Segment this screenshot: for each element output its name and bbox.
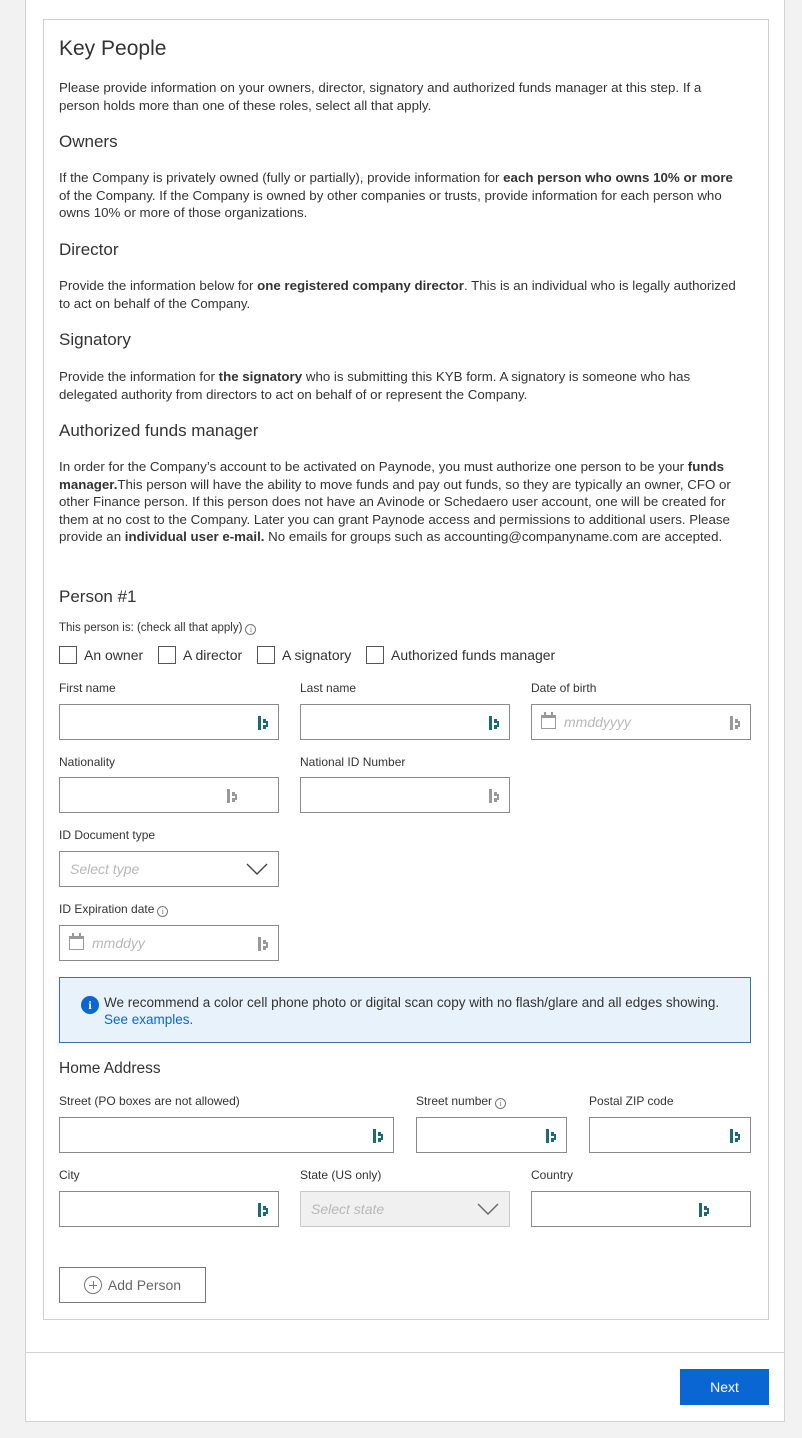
first-name-input[interactable] bbox=[60, 705, 278, 739]
id-doc-type-label: ID Document type bbox=[59, 828, 156, 842]
director-heading: Director bbox=[59, 240, 119, 259]
id-expiration-input[interactable] bbox=[60, 926, 278, 960]
country-label: Country bbox=[531, 1168, 574, 1182]
calendar-icon[interactable] bbox=[541, 715, 556, 729]
checkbox[interactable] bbox=[59, 646, 77, 664]
owners-heading: Owners bbox=[59, 132, 118, 151]
role-checkbox-owner[interactable]: An owner bbox=[59, 646, 143, 664]
city-label: City bbox=[59, 1168, 80, 1182]
password-manager-icon[interactable] bbox=[546, 1129, 557, 1143]
last-name-field[interactable] bbox=[300, 704, 510, 740]
dob-label: Date of birth bbox=[531, 681, 597, 695]
signatory-text: Provide the information for the signatory who is submitting this KYB form. A signatory is someone who has delegated authority from directors to act on behalf of or represent the Company. bbox=[59, 369, 691, 402]
see-examples-link[interactable]: See examples. bbox=[104, 1012, 194, 1027]
country-field[interactable] bbox=[531, 1191, 751, 1227]
id-expiration-field[interactable] bbox=[59, 925, 279, 961]
chevron-down-icon[interactable] bbox=[477, 1202, 499, 1216]
password-manager-icon[interactable] bbox=[730, 716, 741, 730]
street-number-field[interactable] bbox=[416, 1117, 567, 1153]
nationality-field[interactable] bbox=[59, 777, 279, 813]
dob-field[interactable] bbox=[531, 704, 751, 740]
country-input[interactable] bbox=[532, 1192, 750, 1226]
id-doc-type-select[interactable] bbox=[59, 851, 279, 887]
password-manager-icon[interactable] bbox=[258, 716, 269, 730]
checkbox[interactable] bbox=[366, 646, 384, 664]
info-icon: i bbox=[157, 906, 168, 917]
funds-manager-text: In order for the Company’s account to be activated on Paynode, you must authorize one person to be your funds manager.This person will have the ability to move funds and pay out funds, so they are typically an owner, CFO or other Finance person. If this person does not have an Avinode or Schedaero user account, one will be created for them at no cost to the Company. Later you can grant Paynode access and permissions to additional users. Please provide an individual user e-mail. No emails for groups such as accounting@companyname.com are accepted. bbox=[59, 459, 731, 544]
national-id-label: National ID Number bbox=[300, 755, 406, 769]
home-address-heading: Home Address bbox=[59, 1060, 161, 1077]
info-icon: i bbox=[81, 996, 99, 1014]
street-input[interactable] bbox=[60, 1118, 393, 1152]
dob-input[interactable] bbox=[532, 705, 750, 739]
next-button[interactable]: Next bbox=[680, 1369, 769, 1405]
director-text: Provide the information below for one registered company director. This is an individual who is legally authorized to act on behalf of the Company. bbox=[59, 278, 736, 311]
checkbox[interactable] bbox=[158, 646, 176, 664]
info-icon: i bbox=[245, 624, 256, 635]
add-person-button[interactable]: Add Person bbox=[59, 1267, 206, 1303]
street-label: Street (PO boxes are not allowed) bbox=[59, 1094, 240, 1108]
street-number-input[interactable] bbox=[417, 1118, 566, 1152]
password-manager-icon[interactable] bbox=[258, 937, 269, 951]
signatory-heading: Signatory bbox=[59, 330, 131, 349]
national-id-field[interactable] bbox=[300, 777, 510, 813]
street-field[interactable] bbox=[59, 1117, 394, 1153]
password-manager-icon[interactable] bbox=[373, 1129, 384, 1143]
password-manager-icon[interactable] bbox=[730, 1129, 741, 1143]
first-name-field[interactable] bbox=[59, 704, 279, 740]
national-id-input[interactable] bbox=[301, 778, 509, 812]
first-name-label: First name bbox=[59, 681, 116, 695]
info-icon: i bbox=[495, 1098, 506, 1109]
funds-manager-heading: Authorized funds manager bbox=[59, 421, 259, 440]
password-manager-icon[interactable] bbox=[489, 716, 500, 730]
zip-input[interactable] bbox=[590, 1118, 750, 1152]
state-label: State (US only) bbox=[300, 1168, 382, 1182]
checkbox[interactable] bbox=[257, 646, 275, 664]
calendar-icon[interactable] bbox=[69, 936, 84, 950]
plus-circle-icon bbox=[84, 1276, 102, 1294]
chevron-down-icon[interactable] bbox=[246, 862, 268, 876]
password-manager-icon[interactable] bbox=[489, 789, 500, 803]
password-manager-icon[interactable] bbox=[227, 789, 238, 803]
password-manager-icon[interactable] bbox=[699, 1203, 710, 1217]
role-checkbox-funds-manager[interactable]: Authorized funds manager bbox=[366, 646, 555, 664]
city-input[interactable] bbox=[60, 1192, 278, 1226]
photo-notice bbox=[59, 977, 751, 1043]
owners-text: If the Company is privately owned (fully or partially), provide information for each person who owns 10% or more of the Company. If the Company is owned by other companies or trusts, provide information for each person who owns 10% or more of those organizations. bbox=[59, 170, 733, 220]
zip-field[interactable] bbox=[589, 1117, 751, 1153]
roles-label: This person is: (check all that apply) i bbox=[59, 622, 256, 635]
page-title: Key People bbox=[59, 37, 167, 60]
role-checkbox-signatory[interactable]: A signatory bbox=[257, 646, 351, 664]
street-number-label: Street number i bbox=[416, 1094, 506, 1109]
nationality-input[interactable] bbox=[60, 778, 278, 812]
password-manager-icon[interactable] bbox=[258, 1203, 269, 1217]
footer-divider bbox=[26, 1352, 784, 1353]
notice-text: We recommend a color cell phone photo or digital scan copy with no flash/glare and all edges showing. bbox=[104, 995, 720, 1010]
last-name-input[interactable] bbox=[301, 705, 509, 739]
id-expiration-label: ID Expiration date i bbox=[59, 902, 168, 917]
last-name-label: Last name bbox=[300, 681, 357, 695]
nationality-label: Nationality bbox=[59, 755, 116, 769]
zip-label: Postal ZIP code bbox=[589, 1094, 674, 1108]
role-checkbox-director[interactable]: A director bbox=[158, 646, 242, 664]
city-field[interactable] bbox=[59, 1191, 279, 1227]
state-select[interactable] bbox=[300, 1191, 510, 1227]
key-people-intro: Please provide information on your owners, director, signatory and authorized funds manager at this step. If a person holds more than one of these roles, select all that apply. bbox=[59, 80, 702, 113]
person-heading: Person #1 bbox=[59, 587, 137, 606]
